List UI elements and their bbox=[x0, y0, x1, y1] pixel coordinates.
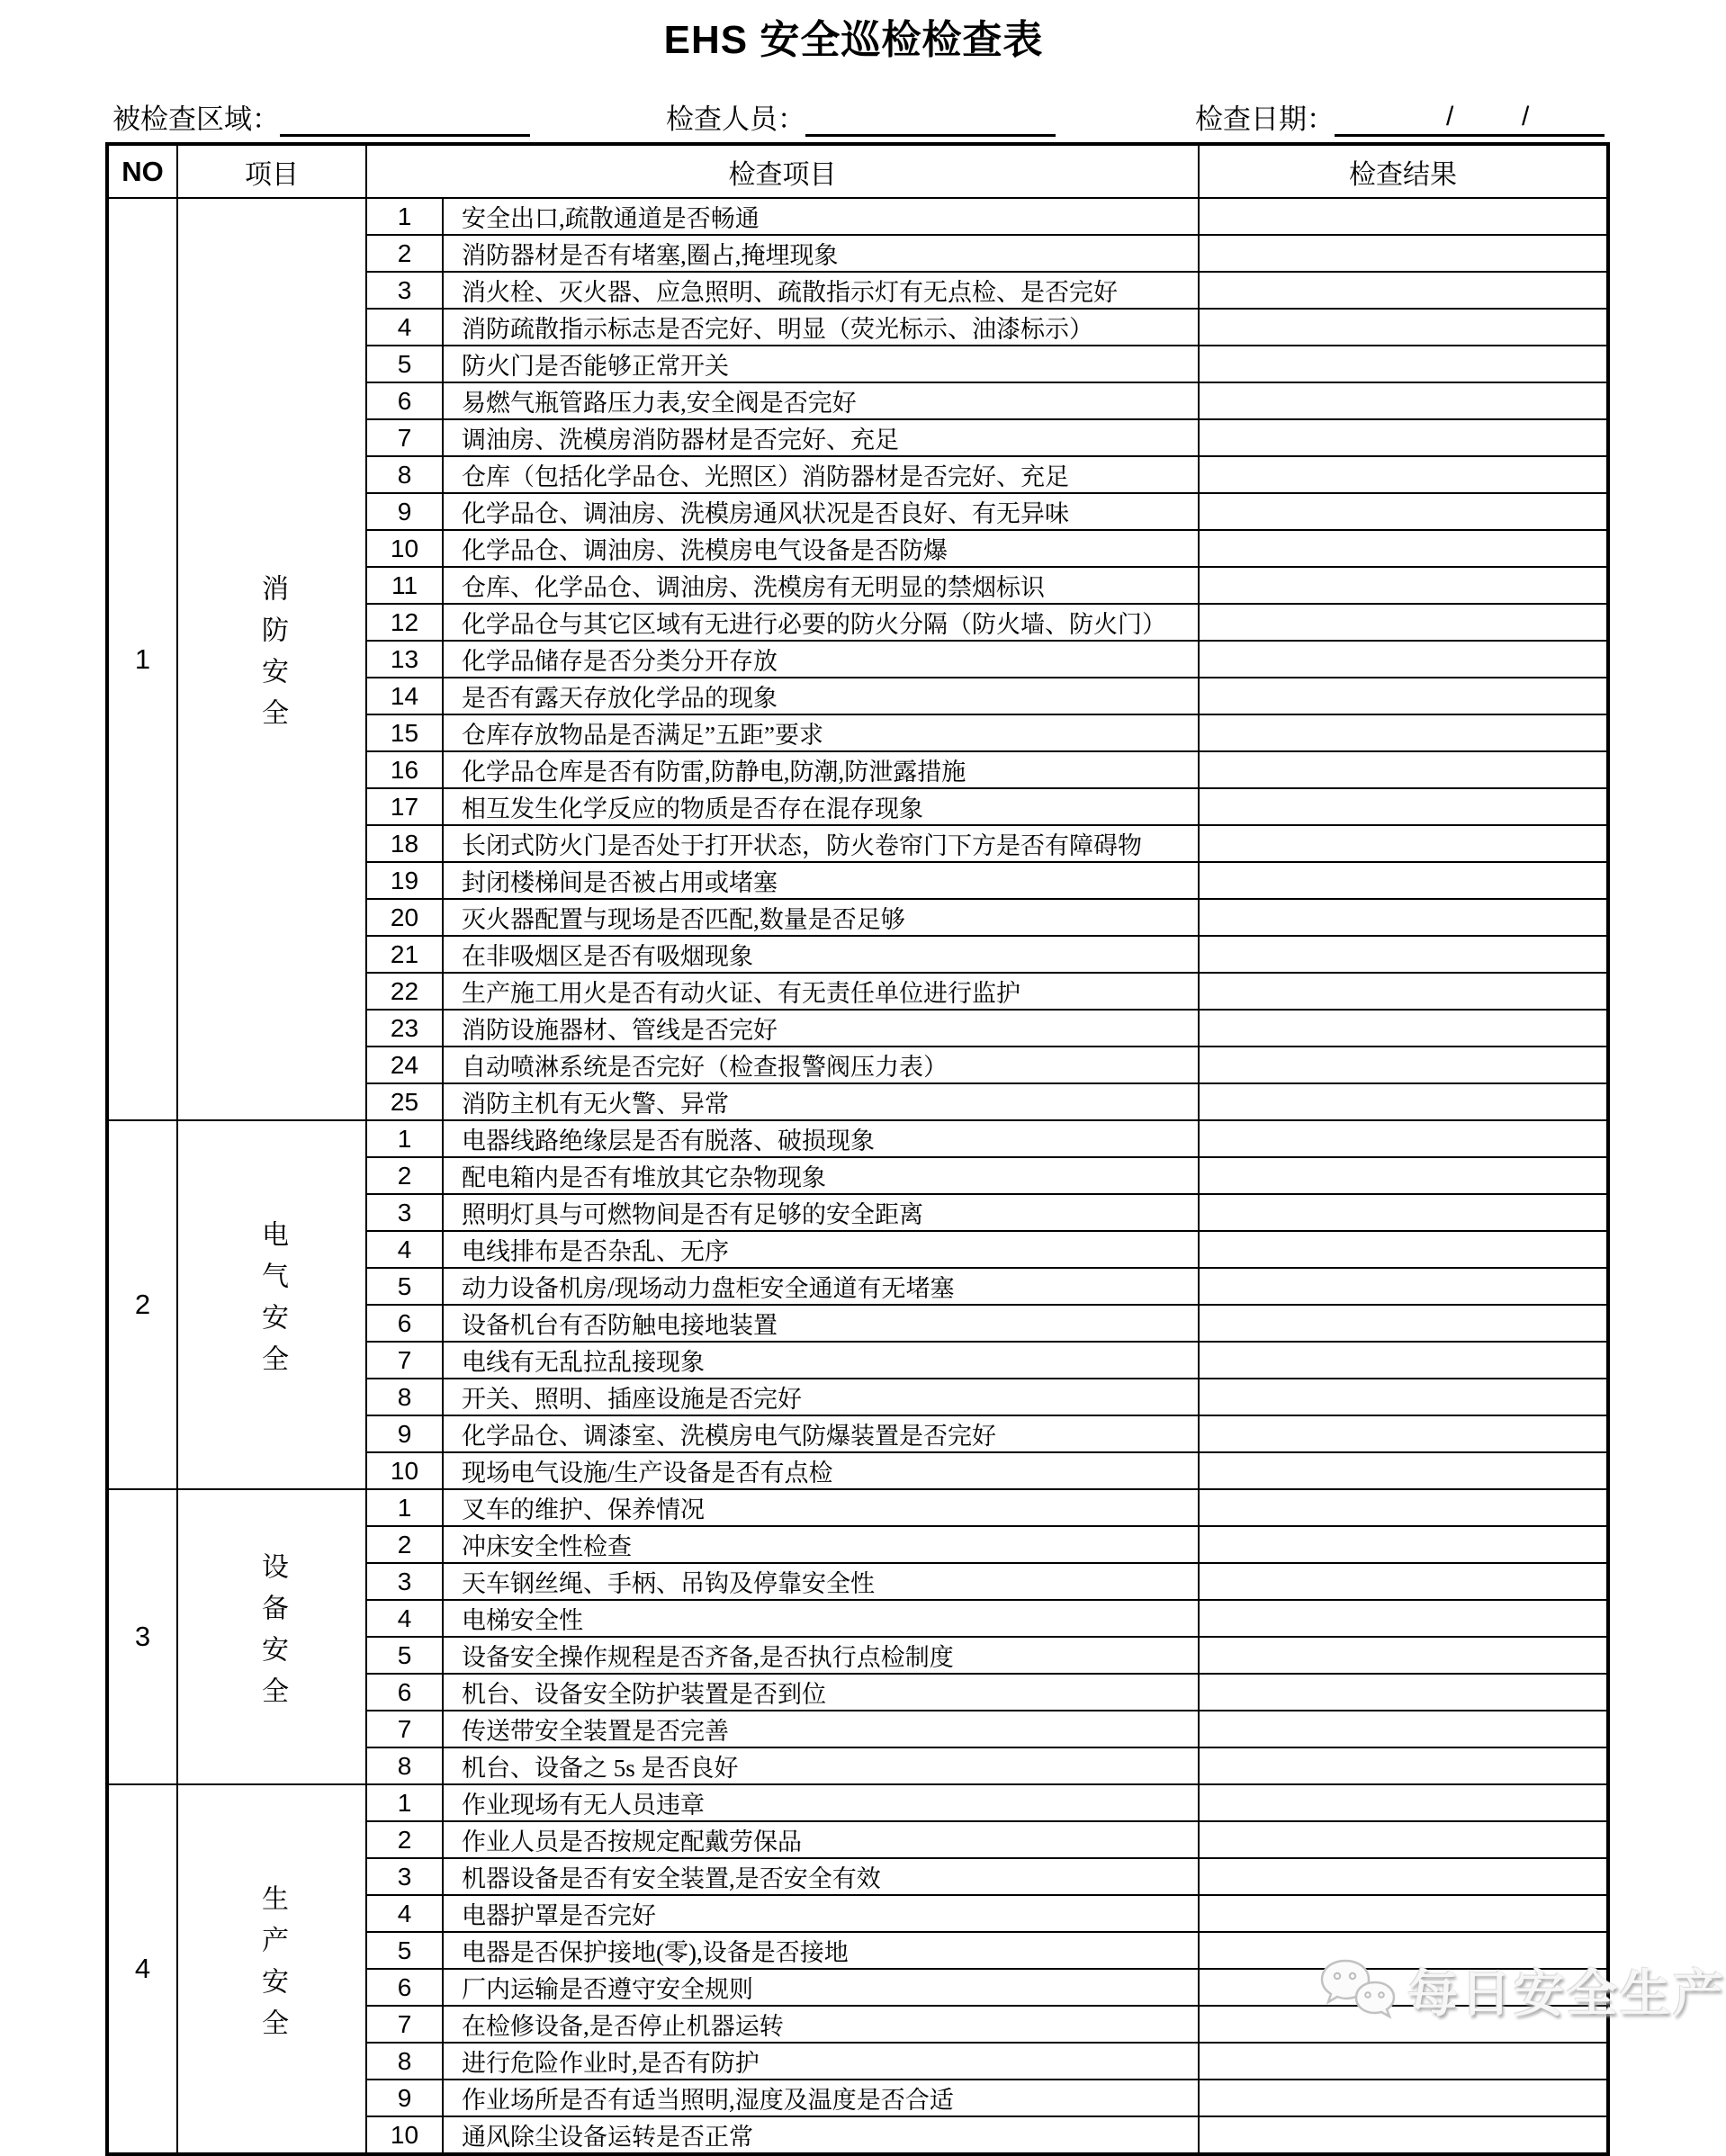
item-text: 消防疏散指示标志是否完好、明显（荧光标示、油漆标示） bbox=[443, 309, 1199, 346]
item-text: 灭火器配置与现场是否匹配,数量是否足够 bbox=[443, 899, 1199, 936]
section-category-label: 消防安全 bbox=[257, 574, 287, 740]
result-cell bbox=[1199, 1010, 1608, 1047]
field-inspector bbox=[666, 96, 1056, 137]
item-number: 10 bbox=[366, 1452, 443, 1489]
item-text: 传送带安全装置是否完善 bbox=[443, 1711, 1199, 1747]
item-number: 14 bbox=[366, 678, 443, 714]
section-category-label: 电气安全 bbox=[257, 1219, 287, 1386]
result-cell bbox=[1199, 788, 1608, 825]
item-text: 仓库存放物品是否满足”五距”要求 bbox=[443, 714, 1199, 751]
item-number: 5 bbox=[366, 1268, 443, 1305]
table-row bbox=[107, 1784, 1608, 1821]
item-text: 厂内运输是否遵守安全规则 bbox=[443, 1969, 1199, 2006]
item-text: 易燃气瓶管路压力表,安全阀是否完好 bbox=[443, 382, 1199, 419]
result-cell bbox=[1199, 567, 1608, 604]
result-cell bbox=[1199, 1969, 1608, 2006]
section-number: 4 bbox=[107, 1784, 177, 2154]
inspected-area-label: 被检查区域： bbox=[112, 103, 280, 135]
result-cell bbox=[1199, 382, 1608, 419]
result-cell bbox=[1199, 1932, 1608, 1969]
item-text: 是否有露天存放化学品的现象 bbox=[443, 678, 1199, 714]
item-number: 16 bbox=[366, 751, 443, 788]
result-cell bbox=[1199, 1858, 1608, 1895]
section-number: 2 bbox=[107, 1120, 177, 1489]
item-number: 8 bbox=[366, 456, 443, 493]
result-cell bbox=[1199, 751, 1608, 788]
checklist-table bbox=[105, 142, 1610, 2156]
result-cell bbox=[1199, 309, 1608, 346]
item-text: 作业场所是否有适当照明,湿度及温度是否合适 bbox=[443, 2080, 1199, 2116]
item-text: 消火栓、灭火器、应急照明、疏散指示灯有无点检、是否完好 bbox=[443, 272, 1199, 309]
item-text: 仓库、化学品仓、调油房、洗模房有无明显的禁烟标识 bbox=[443, 567, 1199, 604]
item-text: 设备机台有否防触电接地装置 bbox=[443, 1305, 1199, 1342]
table-header-row bbox=[107, 144, 1608, 198]
item-number: 3 bbox=[366, 272, 443, 309]
item-number: 5 bbox=[366, 1932, 443, 1969]
item-number: 15 bbox=[366, 714, 443, 751]
result-cell bbox=[1199, 346, 1608, 382]
item-text: 开关、照明、插座设施是否完好 bbox=[443, 1379, 1199, 1415]
item-number: 4 bbox=[366, 1231, 443, 1268]
item-number: 20 bbox=[366, 899, 443, 936]
header-fields bbox=[0, 90, 1707, 137]
item-text: 照明灯具与可燃物间是否有足够的安全距离 bbox=[443, 1194, 1199, 1231]
column-header-no: NO bbox=[107, 144, 177, 198]
item-text: 机台、设备安全防护装置是否到位 bbox=[443, 1674, 1199, 1711]
item-text: 长闭式防火门是否处于打开状态，防火卷帘门下方是否有障碍物 bbox=[443, 825, 1199, 862]
item-number: 24 bbox=[366, 1047, 443, 1083]
item-number: 13 bbox=[366, 641, 443, 678]
item-number: 6 bbox=[366, 382, 443, 419]
result-cell bbox=[1199, 1452, 1608, 1489]
item-number: 6 bbox=[366, 1969, 443, 2006]
result-cell bbox=[1199, 2043, 1608, 2080]
item-number: 8 bbox=[366, 1747, 443, 1784]
result-cell bbox=[1199, 272, 1608, 309]
item-number: 12 bbox=[366, 604, 443, 641]
section-category bbox=[177, 1120, 366, 1489]
item-number: 11 bbox=[366, 567, 443, 604]
table-row bbox=[107, 198, 1608, 235]
column-header-item: 检查项目 bbox=[366, 144, 1199, 198]
item-text: 电器线路绝缘层是否有脱落、破损现象 bbox=[443, 1120, 1199, 1157]
result-cell bbox=[1199, 2006, 1608, 2043]
inspection-date-blank bbox=[1335, 103, 1605, 137]
item-text: 叉车的维护、保养情况 bbox=[443, 1489, 1199, 1526]
result-cell bbox=[1199, 493, 1608, 530]
field-inspection-date bbox=[1195, 96, 1605, 137]
inspector-label: 检查人员： bbox=[666, 103, 805, 135]
result-cell bbox=[1199, 862, 1608, 899]
item-number: 4 bbox=[366, 1895, 443, 1932]
item-text: 仓库（包括化学品仓、光照区）消防器材是否完好、充足 bbox=[443, 456, 1199, 493]
item-number: 3 bbox=[366, 1858, 443, 1895]
result-cell bbox=[1199, 1157, 1608, 1194]
section-number: 1 bbox=[107, 198, 177, 1120]
item-number: 6 bbox=[366, 1674, 443, 1711]
inspector-blank bbox=[805, 103, 1056, 137]
item-number: 2 bbox=[366, 1821, 443, 1858]
item-text: 消防主机有无火警、异常 bbox=[443, 1083, 1199, 1120]
section-category bbox=[177, 198, 366, 1120]
item-text: 在检修设备,是否停止机器运转 bbox=[443, 2006, 1199, 2043]
result-cell bbox=[1199, 1637, 1608, 1674]
item-text: 电梯安全性 bbox=[443, 1600, 1199, 1637]
section-category-label: 设备安全 bbox=[257, 1551, 287, 1718]
result-cell bbox=[1199, 1342, 1608, 1379]
item-text: 调油房、洗模房消防器材是否完好、充足 bbox=[443, 419, 1199, 456]
date-slash: / bbox=[1446, 102, 1454, 131]
item-number: 22 bbox=[366, 973, 443, 1010]
item-text: 电器是否保护接地(零),设备是否接地 bbox=[443, 1932, 1199, 1969]
item-number: 2 bbox=[366, 1157, 443, 1194]
item-number: 6 bbox=[366, 1305, 443, 1342]
item-text: 电线排布是否杂乱、无序 bbox=[443, 1231, 1199, 1268]
result-cell bbox=[1199, 1231, 1608, 1268]
item-number: 4 bbox=[366, 1600, 443, 1637]
item-number: 2 bbox=[366, 1526, 443, 1563]
item-text: 安全出口,疏散通道是否畅通 bbox=[443, 198, 1199, 235]
field-inspected-area bbox=[112, 96, 530, 137]
item-number: 9 bbox=[366, 1415, 443, 1452]
item-number: 21 bbox=[366, 936, 443, 973]
result-cell bbox=[1199, 641, 1608, 678]
item-text: 相互发生化学反应的物质是否存在混存现象 bbox=[443, 788, 1199, 825]
result-cell bbox=[1199, 1194, 1608, 1231]
result-cell bbox=[1199, 714, 1608, 751]
item-number: 5 bbox=[366, 1637, 443, 1674]
item-text: 冲床安全性检查 bbox=[443, 1526, 1199, 1563]
result-cell bbox=[1199, 825, 1608, 862]
item-text: 通风除尘设备运转是否正常 bbox=[443, 2116, 1199, 2154]
item-text: 化学品仓库是否有防雷,防静电,防潮,防泄露措施 bbox=[443, 751, 1199, 788]
item-text: 防火门是否能够正常开关 bbox=[443, 346, 1199, 382]
item-text: 自动喷淋系统是否完好（检查报警阀压力表） bbox=[443, 1047, 1199, 1083]
item-text: 作业现场有无人员违章 bbox=[443, 1784, 1199, 1821]
item-number: 7 bbox=[366, 1711, 443, 1747]
item-number: 1 bbox=[366, 1120, 443, 1157]
item-text: 机器设备是否有安全装置,是否安全有效 bbox=[443, 1858, 1199, 1895]
item-text: 化学品仓与其它区域有无进行必要的防火分隔（防火墙、防火门） bbox=[443, 604, 1199, 641]
column-header-category: 项目 bbox=[177, 144, 366, 198]
result-cell bbox=[1199, 678, 1608, 714]
result-cell bbox=[1199, 1711, 1608, 1747]
result-cell bbox=[1199, 235, 1608, 272]
inspection-date-label: 检查日期： bbox=[1195, 103, 1335, 135]
result-cell bbox=[1199, 1674, 1608, 1711]
result-cell bbox=[1199, 1379, 1608, 1415]
result-cell bbox=[1199, 1563, 1608, 1600]
item-number: 7 bbox=[366, 2006, 443, 2043]
date-slash: / bbox=[1522, 102, 1530, 131]
result-cell bbox=[1199, 1120, 1608, 1157]
table-row bbox=[107, 1120, 1608, 1157]
result-cell bbox=[1199, 604, 1608, 641]
table-row bbox=[107, 1489, 1608, 1526]
item-text: 消防设施器材、管线是否完好 bbox=[443, 1010, 1199, 1047]
result-cell bbox=[1199, 1305, 1608, 1342]
item-number: 10 bbox=[366, 2116, 443, 2154]
result-cell bbox=[1199, 973, 1608, 1010]
result-cell bbox=[1199, 1600, 1608, 1637]
page-title: EHS 安全巡检检查表 bbox=[663, 18, 1044, 62]
section-category bbox=[177, 1489, 366, 1784]
item-number: 19 bbox=[366, 862, 443, 899]
item-number: 3 bbox=[366, 1194, 443, 1231]
item-text: 消防器材是否有堵塞,圈占,掩埋现象 bbox=[443, 235, 1199, 272]
item-text: 进行危险作业时,是否有防护 bbox=[443, 2043, 1199, 2080]
result-cell bbox=[1199, 1083, 1608, 1120]
result-cell bbox=[1199, 1047, 1608, 1083]
item-number: 5 bbox=[366, 346, 443, 382]
result-cell bbox=[1199, 1268, 1608, 1305]
item-number: 1 bbox=[366, 198, 443, 235]
item-text: 电线有无乱拉乱接现象 bbox=[443, 1342, 1199, 1379]
item-number: 8 bbox=[366, 1379, 443, 1415]
item-number: 1 bbox=[366, 1784, 443, 1821]
result-cell bbox=[1199, 899, 1608, 936]
result-cell bbox=[1199, 936, 1608, 973]
item-text: 现场电气设施/生产设备是否有点检 bbox=[443, 1452, 1199, 1489]
inspected-area-blank bbox=[280, 103, 530, 137]
result-cell bbox=[1199, 198, 1608, 235]
result-cell bbox=[1199, 1747, 1608, 1784]
watermark-text: 每日安全生产 bbox=[1407, 1965, 1726, 2022]
section-category-label: 生产安全 bbox=[257, 1883, 287, 2050]
result-cell bbox=[1199, 1895, 1608, 1932]
item-number: 7 bbox=[366, 419, 443, 456]
section-number: 3 bbox=[107, 1489, 177, 1784]
item-number: 3 bbox=[366, 1563, 443, 1600]
item-text: 机台、设备之 5s 是否良好 bbox=[443, 1747, 1199, 1784]
section-category bbox=[177, 1784, 366, 2154]
result-cell bbox=[1199, 419, 1608, 456]
item-text: 作业人员是否按规定配戴劳保品 bbox=[443, 1821, 1199, 1858]
item-number: 9 bbox=[366, 2080, 443, 2116]
item-number: 10 bbox=[366, 530, 443, 567]
item-number: 18 bbox=[366, 825, 443, 862]
item-text: 化学品仓、调油房、洗模房电气设备是否防爆 bbox=[443, 530, 1199, 567]
item-number: 25 bbox=[366, 1083, 443, 1120]
result-cell bbox=[1199, 1821, 1608, 1858]
item-number: 9 bbox=[366, 493, 443, 530]
result-cell bbox=[1199, 2080, 1608, 2116]
item-number: 8 bbox=[366, 2043, 443, 2080]
item-text: 化学品仓、调漆室、洗模房电气防爆装置是否完好 bbox=[443, 1415, 1199, 1452]
result-cell bbox=[1199, 1526, 1608, 1563]
result-cell bbox=[1199, 1489, 1608, 1526]
item-number: 17 bbox=[366, 788, 443, 825]
item-text: 动力设备机房/现场动力盘柜安全通道有无堵塞 bbox=[443, 1268, 1199, 1305]
item-number: 7 bbox=[366, 1342, 443, 1379]
result-cell bbox=[1199, 2116, 1608, 2154]
item-text: 化学品仓、调油房、洗模房通风状况是否良好、有无异味 bbox=[443, 493, 1199, 530]
result-cell bbox=[1199, 456, 1608, 493]
item-number: 4 bbox=[366, 309, 443, 346]
item-number: 1 bbox=[366, 1489, 443, 1526]
column-header-result: 检查结果 bbox=[1199, 144, 1608, 198]
item-text: 生产施工用火是否有动火证、有无责任单位进行监护 bbox=[443, 973, 1199, 1010]
item-text: 电器护罩是否完好 bbox=[443, 1895, 1199, 1932]
item-text: 配电箱内是否有堆放其它杂物现象 bbox=[443, 1157, 1199, 1194]
item-number: 2 bbox=[366, 235, 443, 272]
item-text: 化学品储存是否分类分开存放 bbox=[443, 641, 1199, 678]
item-number: 23 bbox=[366, 1010, 443, 1047]
result-cell bbox=[1199, 1784, 1608, 1821]
item-text: 在非吸烟区是否有吸烟现象 bbox=[443, 936, 1199, 973]
result-cell bbox=[1199, 1415, 1608, 1452]
item-text: 天车钢丝绳、手柄、吊钩及停靠安全性 bbox=[443, 1563, 1199, 1600]
result-cell bbox=[1199, 530, 1608, 567]
item-text: 设备安全操作规程是否齐备,是否执行点检制度 bbox=[443, 1637, 1199, 1674]
item-text: 封闭楼梯间是否被占用或堵塞 bbox=[443, 862, 1199, 899]
